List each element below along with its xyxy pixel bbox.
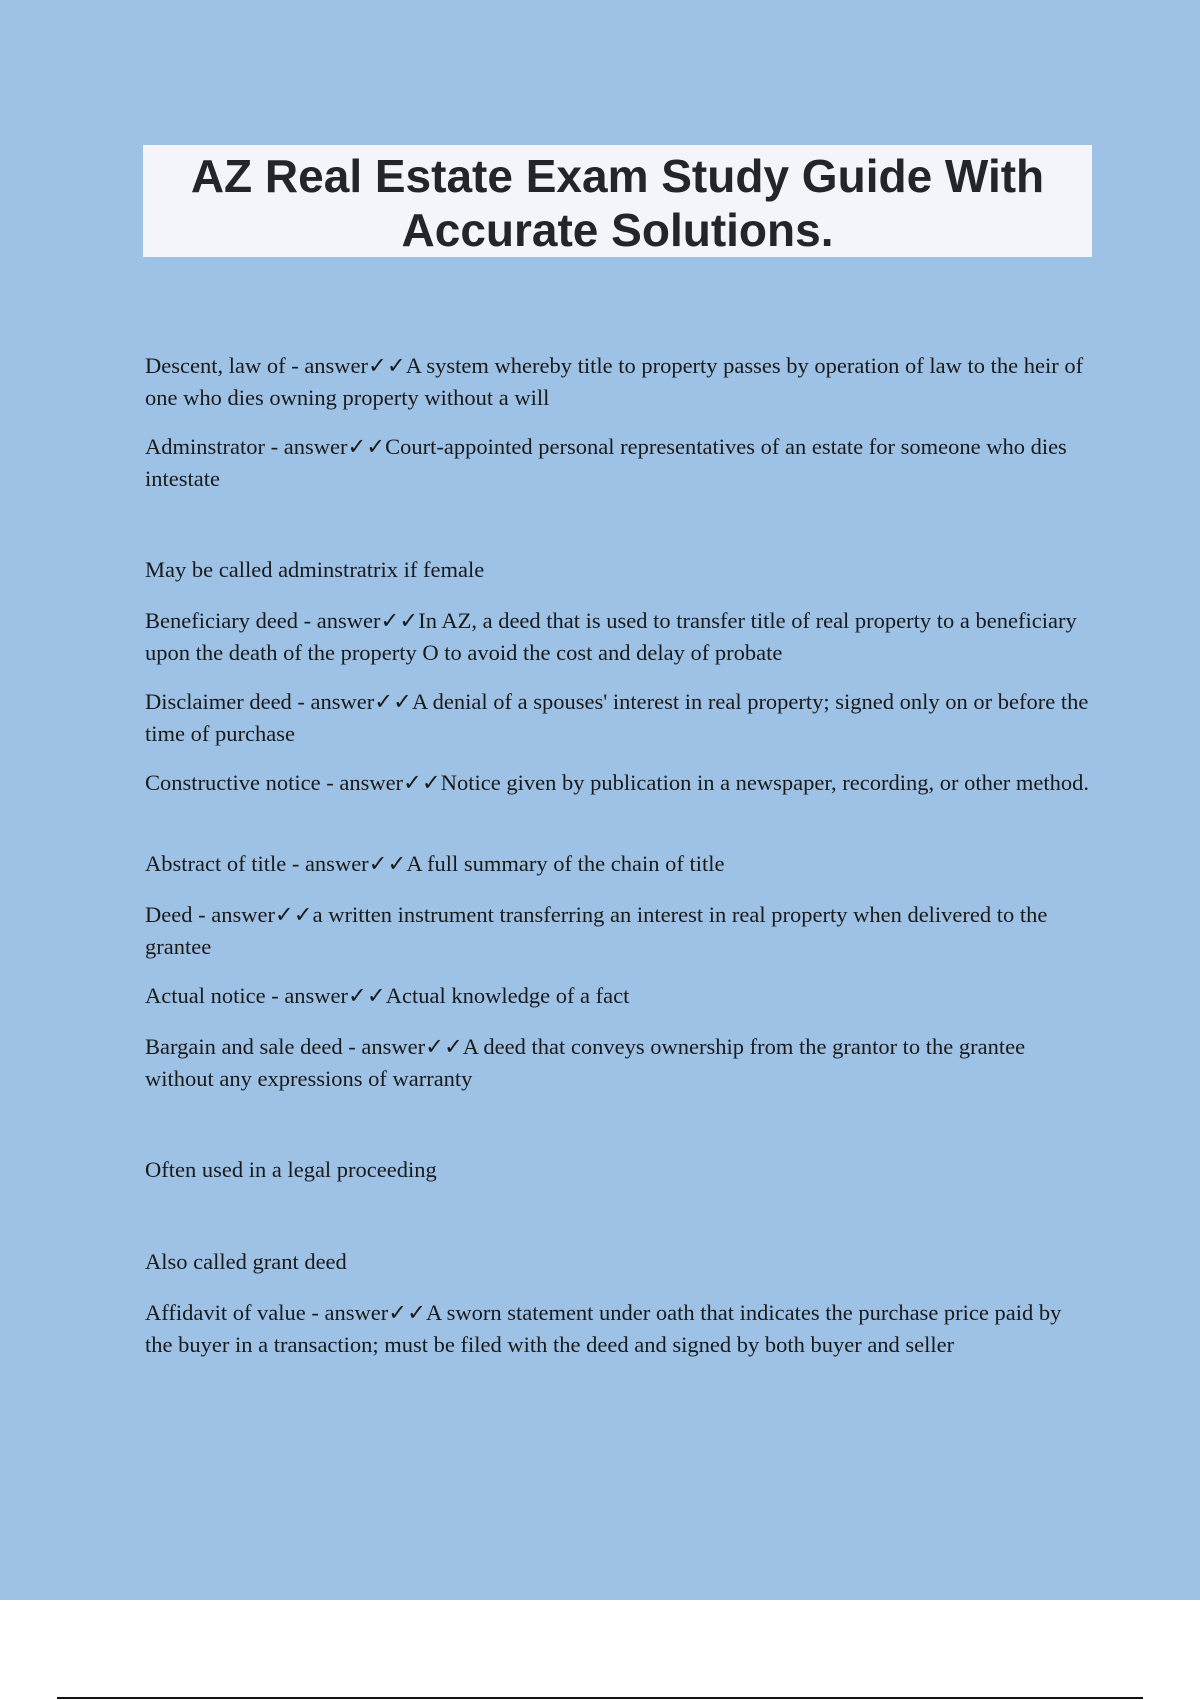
entry-abstract-of-title: Abstract of title - answer✓✓A full summary of the chain of title	[145, 851, 725, 876]
entry-disclaimer-deed: Disclaimer deed - answer✓✓A denial of a spouses' interest in real property; signed only on or before the time of purchase	[145, 689, 1089, 746]
document-title: AZ Real Estate Exam Study Guide With Accurate Solutions.	[190, 150, 1045, 256]
entry-bargain-and-sale-deed: Bargain and sale deed - answer✓✓A deed that conveys ownership from the grantor to the grantee without any expressions of warranty	[145, 1034, 1026, 1091]
entry-adminstrator: Adminstrator - answer✓✓Court-appointed personal representatives of an estate for someone who dies intestate	[145, 434, 1067, 491]
entry-grant-deed-note: Also called grant deed	[145, 1249, 347, 1274]
entry-descent-law: Descent, law of - answer✓✓A system whereby title to property passes by operation of law to the heir of one who dies owning property without a will	[145, 353, 1084, 410]
entry-constructive-notice: Constructive notice - answer✓✓Notice given by publication in a newspaper, recording, or other method.	[145, 770, 1090, 795]
footer-rule	[57, 1697, 1143, 1699]
entry-deed: Deed - answer✓✓a written instrument transferring an interest in real property when delivered to the grantee	[145, 902, 1048, 959]
title-banner	[143, 145, 1092, 257]
entry-affidavit-of-value: Affidavit of value - answer✓✓A sworn statement under oath that indicates the purchase price paid by the buyer in a transaction; must be filed with the deed and signed by both buyer and seller	[145, 1300, 1062, 1357]
entry-beneficiary-deed: Beneficiary deed - answer✓✓In AZ, a deed that is used to transfer title of real property to a beneficiary upon the death of the property O to avoid the cost and delay of probate	[145, 608, 1077, 665]
entry-legal-proceeding-note: Often used in a legal proceeding	[145, 1157, 437, 1182]
entry-adminstratrix-note: May be called adminstratrix if female	[145, 557, 485, 582]
entry-actual-notice: Actual notice - answer✓✓Actual knowledge of a fact	[145, 983, 630, 1008]
